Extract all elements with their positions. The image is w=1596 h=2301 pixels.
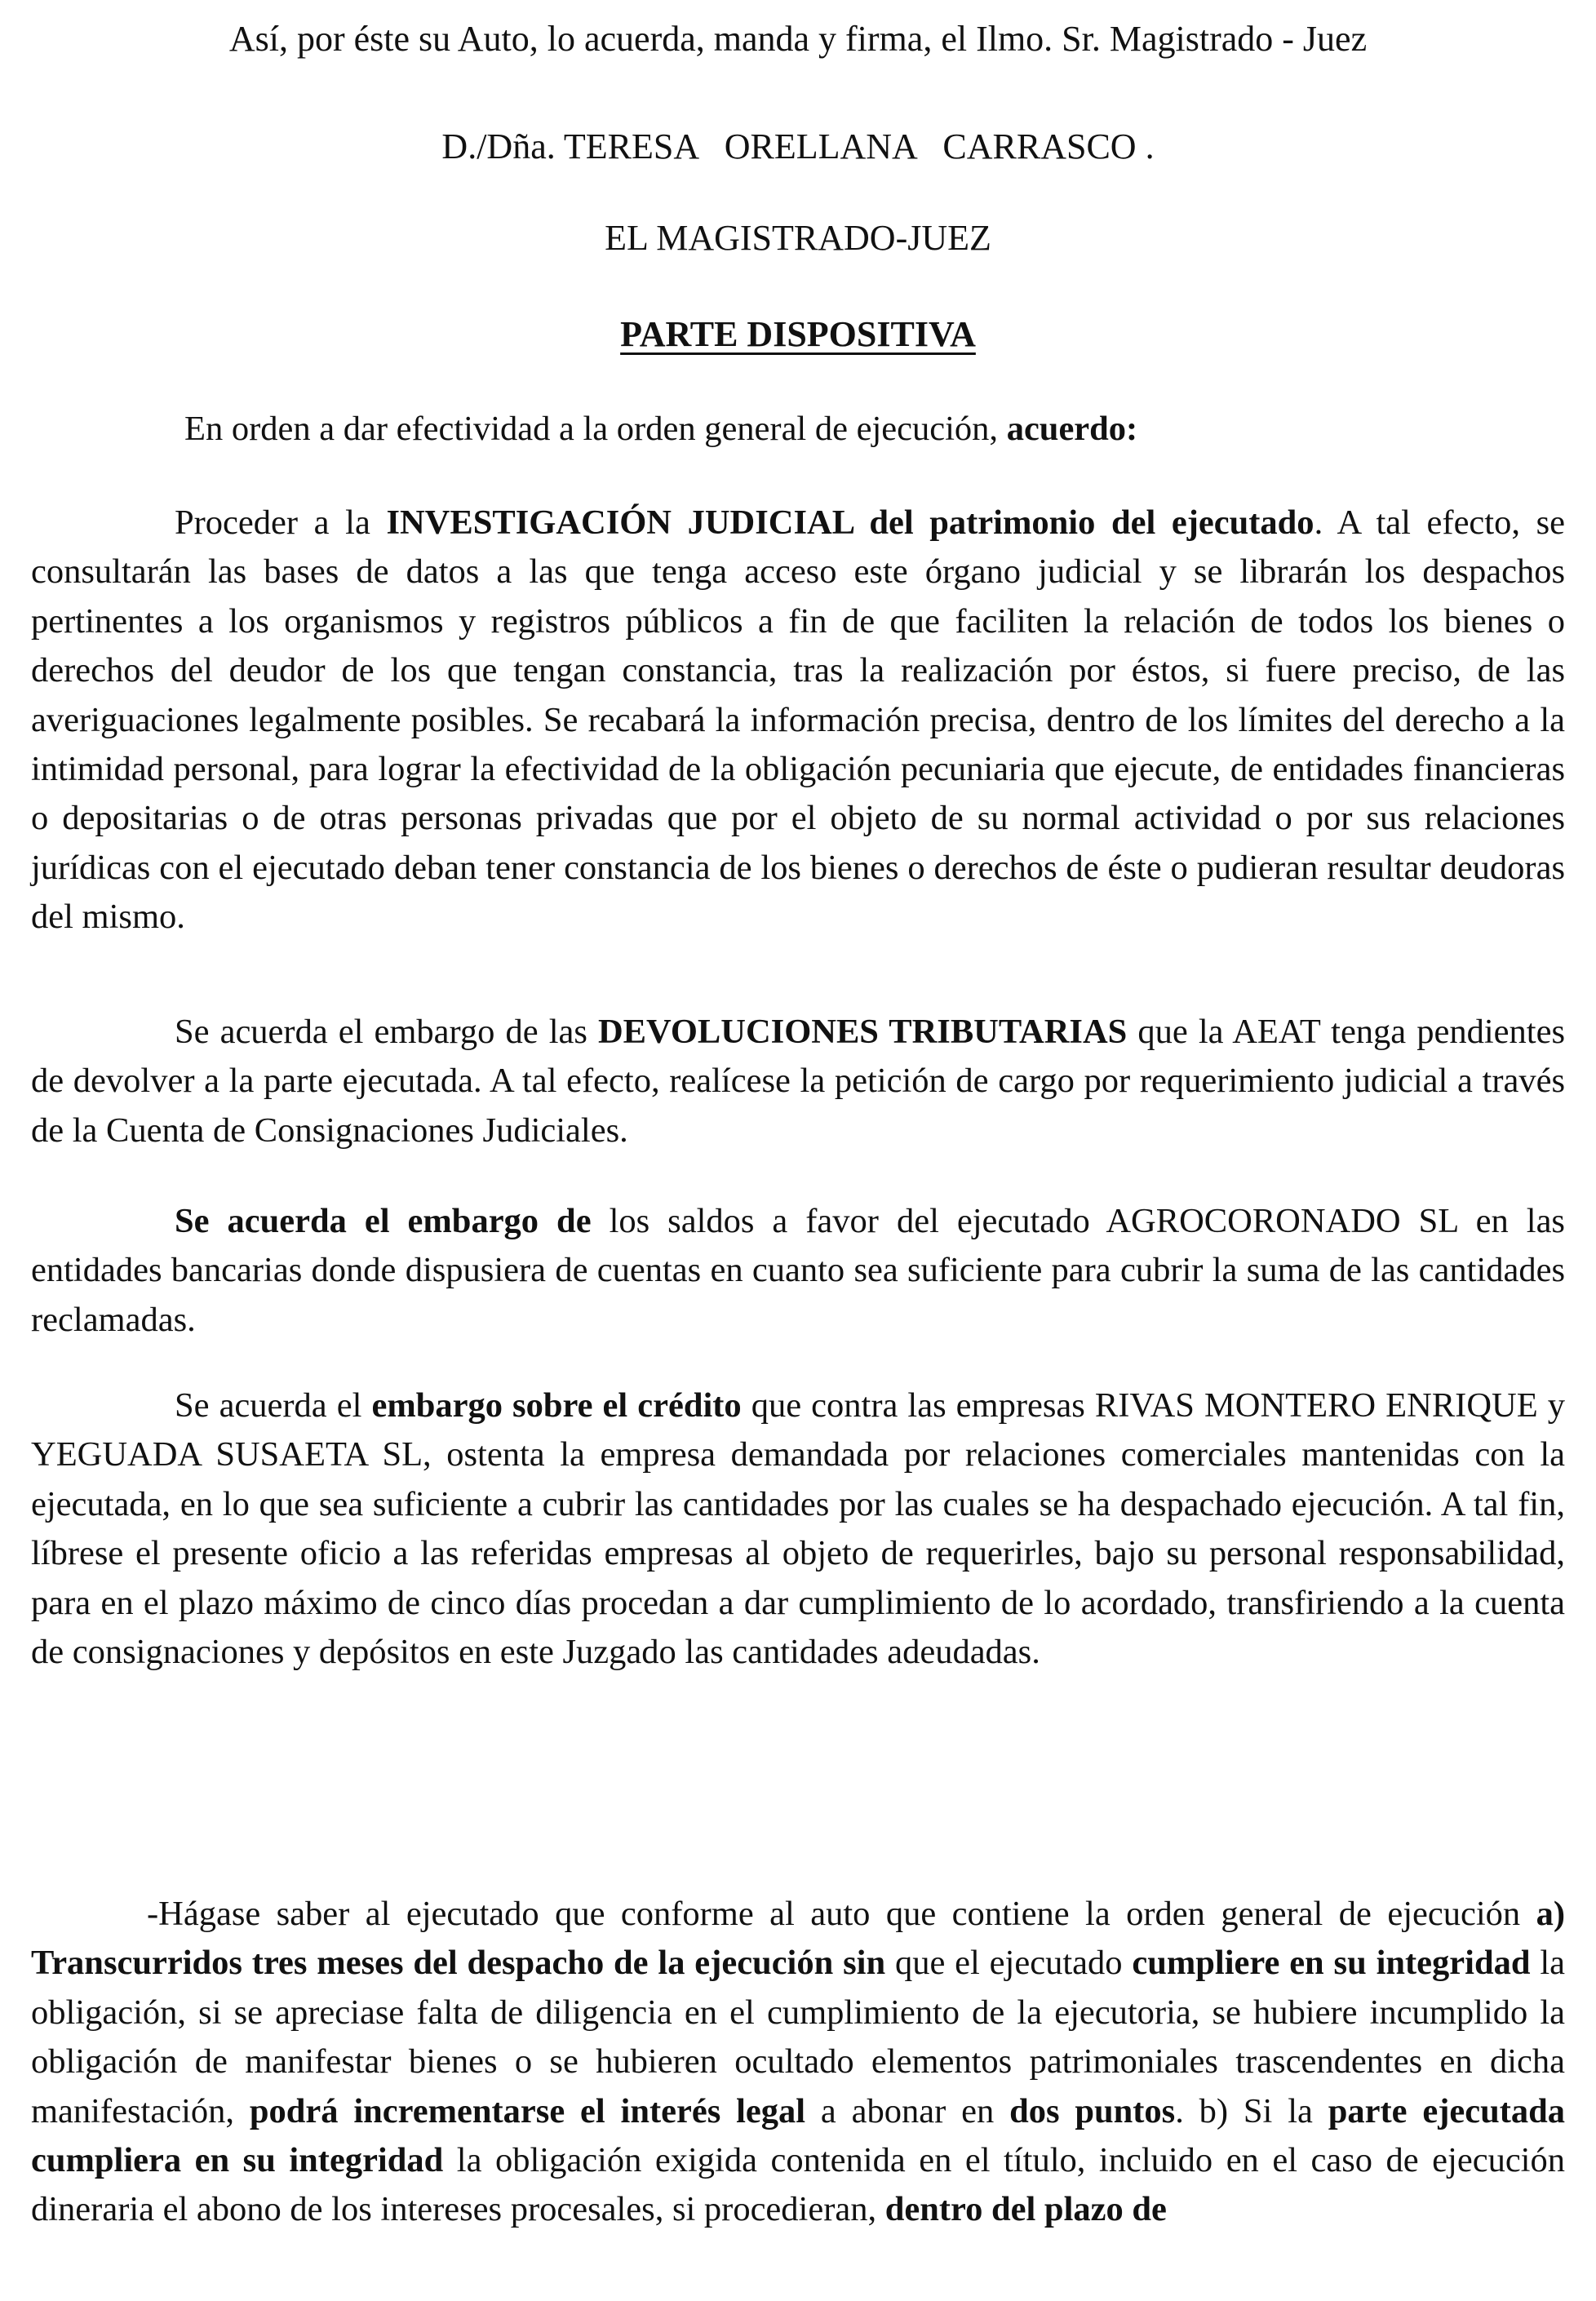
para5-b1: a) Transcurridos tres meses del despacho de la ejecución sin: [31, 1895, 1565, 1983]
intro-paragraph: [31, 405, 1565, 454]
intro-bold: acuerdo:: [1006, 410, 1138, 448]
para1-rest: . A tal efecto, se consultarán las bases de datos a las que tenga acceso este órgano judicial y se librarán los despachos pertinentes a los organismos y registros públicos a fin de que faciliten la relación de todos los bienes o derechos del deudor de los que tengan constancia, tras la realización por éstos, si fuere preciso, de las averiguaciones legalmente posibles. Se recabará la información precisa, dentro de los límites del derecho a la intimidad personal, para lograr la efectividad de la obligación pecuniaria que ejecute, de entidades financieras o depositarias o de otras personas privadas que por el objeto de su normal actividad o por sus relaciones jurídicas con el ejecutado deban tener constancia de los bienes o derechos de éste o pudieran resultar deudoras del mismo.: [31, 503, 1566, 937]
para5-t6: la obligación exigida contenida en el título, incluido en el caso de ejecución dineraria el abono de los intereses procesales, si procedieran,: [31, 2141, 1565, 2229]
para5-t2: que el ejecutado: [885, 1944, 1133, 1983]
para3-bold: Se acuerda el embargo de: [175, 1202, 592, 1240]
para5-t3: la obligación, si se apreciase falta de diligencia en el cumplimiento de la ejecutoria, se hubiere incumplido la obligación de manifestar bienes o se hubieren ocultado elementos patrimoniales trascendentes en dicha manifestación,: [31, 1944, 1566, 2130]
tax-refund-paragraph: [31, 1008, 1565, 1155]
investigation-paragraph: [31, 499, 1565, 942]
judge-name: D./Dña. TERESA ORELLANA CARRASCO .: [441, 126, 1155, 166]
para5-b4: dos puntos: [1009, 2091, 1176, 2130]
para5-b2: cumpliere en su integridad: [1132, 1944, 1531, 1983]
judge-title: EL MAGISTRADO-JUEZ: [605, 218, 991, 258]
para5-b5: parte ejecutada cumpliera en su integridad: [31, 2091, 1565, 2180]
para4-bold: embargo sobre el crédito: [371, 1386, 742, 1425]
para1-lead: Proceder a la: [175, 503, 387, 542]
credit-seizure-paragraph: [31, 1381, 1565, 1677]
para4-rest: que contra las empresas RIVAS MONTERO ENRIQUE y YEGUADA SUSAETA SL, ostenta la empresa demandada por relaciones comerciales mantenidas con la ejecutada, en lo que sea suficiente a cubrir las cantidades por las cuales se ha despachado ejecución. A tal fin, líbrese el presente oficio a las referidas empresas al objeto de requerirles, bajo su personal responsabilidad, para en el plazo máximo de cinco días procedan a dar cumplimiento de lo acordado, transfiriendo a la cuenta de consignaciones y depósitos en este Juzgado las cantidades adeudadas.: [31, 1386, 1565, 1672]
section-heading: [0, 310, 1596, 359]
para5-b6: dentro del plazo de: [884, 2190, 1167, 2229]
closing-line: Así, por éste su Auto, lo acuerda, manda y firma, el Ilmo. Sr. Magistrado - Juez: [228, 19, 1368, 59]
para1-bold: INVESTIGACIÓN JUDICIAL del patrimonio del ejecutado: [386, 503, 1314, 542]
intro-text: En orden a dar efectividad a la orden general de ejecución,: [184, 410, 1007, 448]
para5-t4: a abonar en: [805, 2091, 1010, 2130]
bank-seizure-paragraph: [31, 1197, 1565, 1345]
section-heading-text: PARTE DISPOSITIVA: [620, 314, 976, 354]
para2-rest: que la AEAT tenga pendientes de devolver a la parte ejecutada. A tal efecto, realícese la petición de cargo por requerimiento judicial a través de la Cuenta de Consignaciones Judiciales.: [31, 1013, 1565, 1150]
notice-paragraph: [31, 1890, 1565, 2235]
para5-t5: . b) Si la: [1175, 2091, 1328, 2130]
para4-lead: Se acuerda el: [175, 1386, 372, 1425]
para3-rest: los saldos a favor del ejecutado AGROCORONADO SL en las entidades bancarias donde dispusiera de cuentas en cuanto sea suficiente para cubrir la suma de las cantidades reclamadas.: [31, 1202, 1565, 1339]
para5-b3: podrá incrementarse el interés legal: [249, 2091, 806, 2130]
para2-bold: DEVOLUCIONES TRIBUTARIAS: [597, 1013, 1128, 1051]
para2-lead: Se acuerda el embargo de las: [175, 1013, 598, 1051]
para5-t1: -Hágase saber al ejecutado que conforme al auto que contiene la orden general de ejecución: [147, 1895, 1536, 1933]
